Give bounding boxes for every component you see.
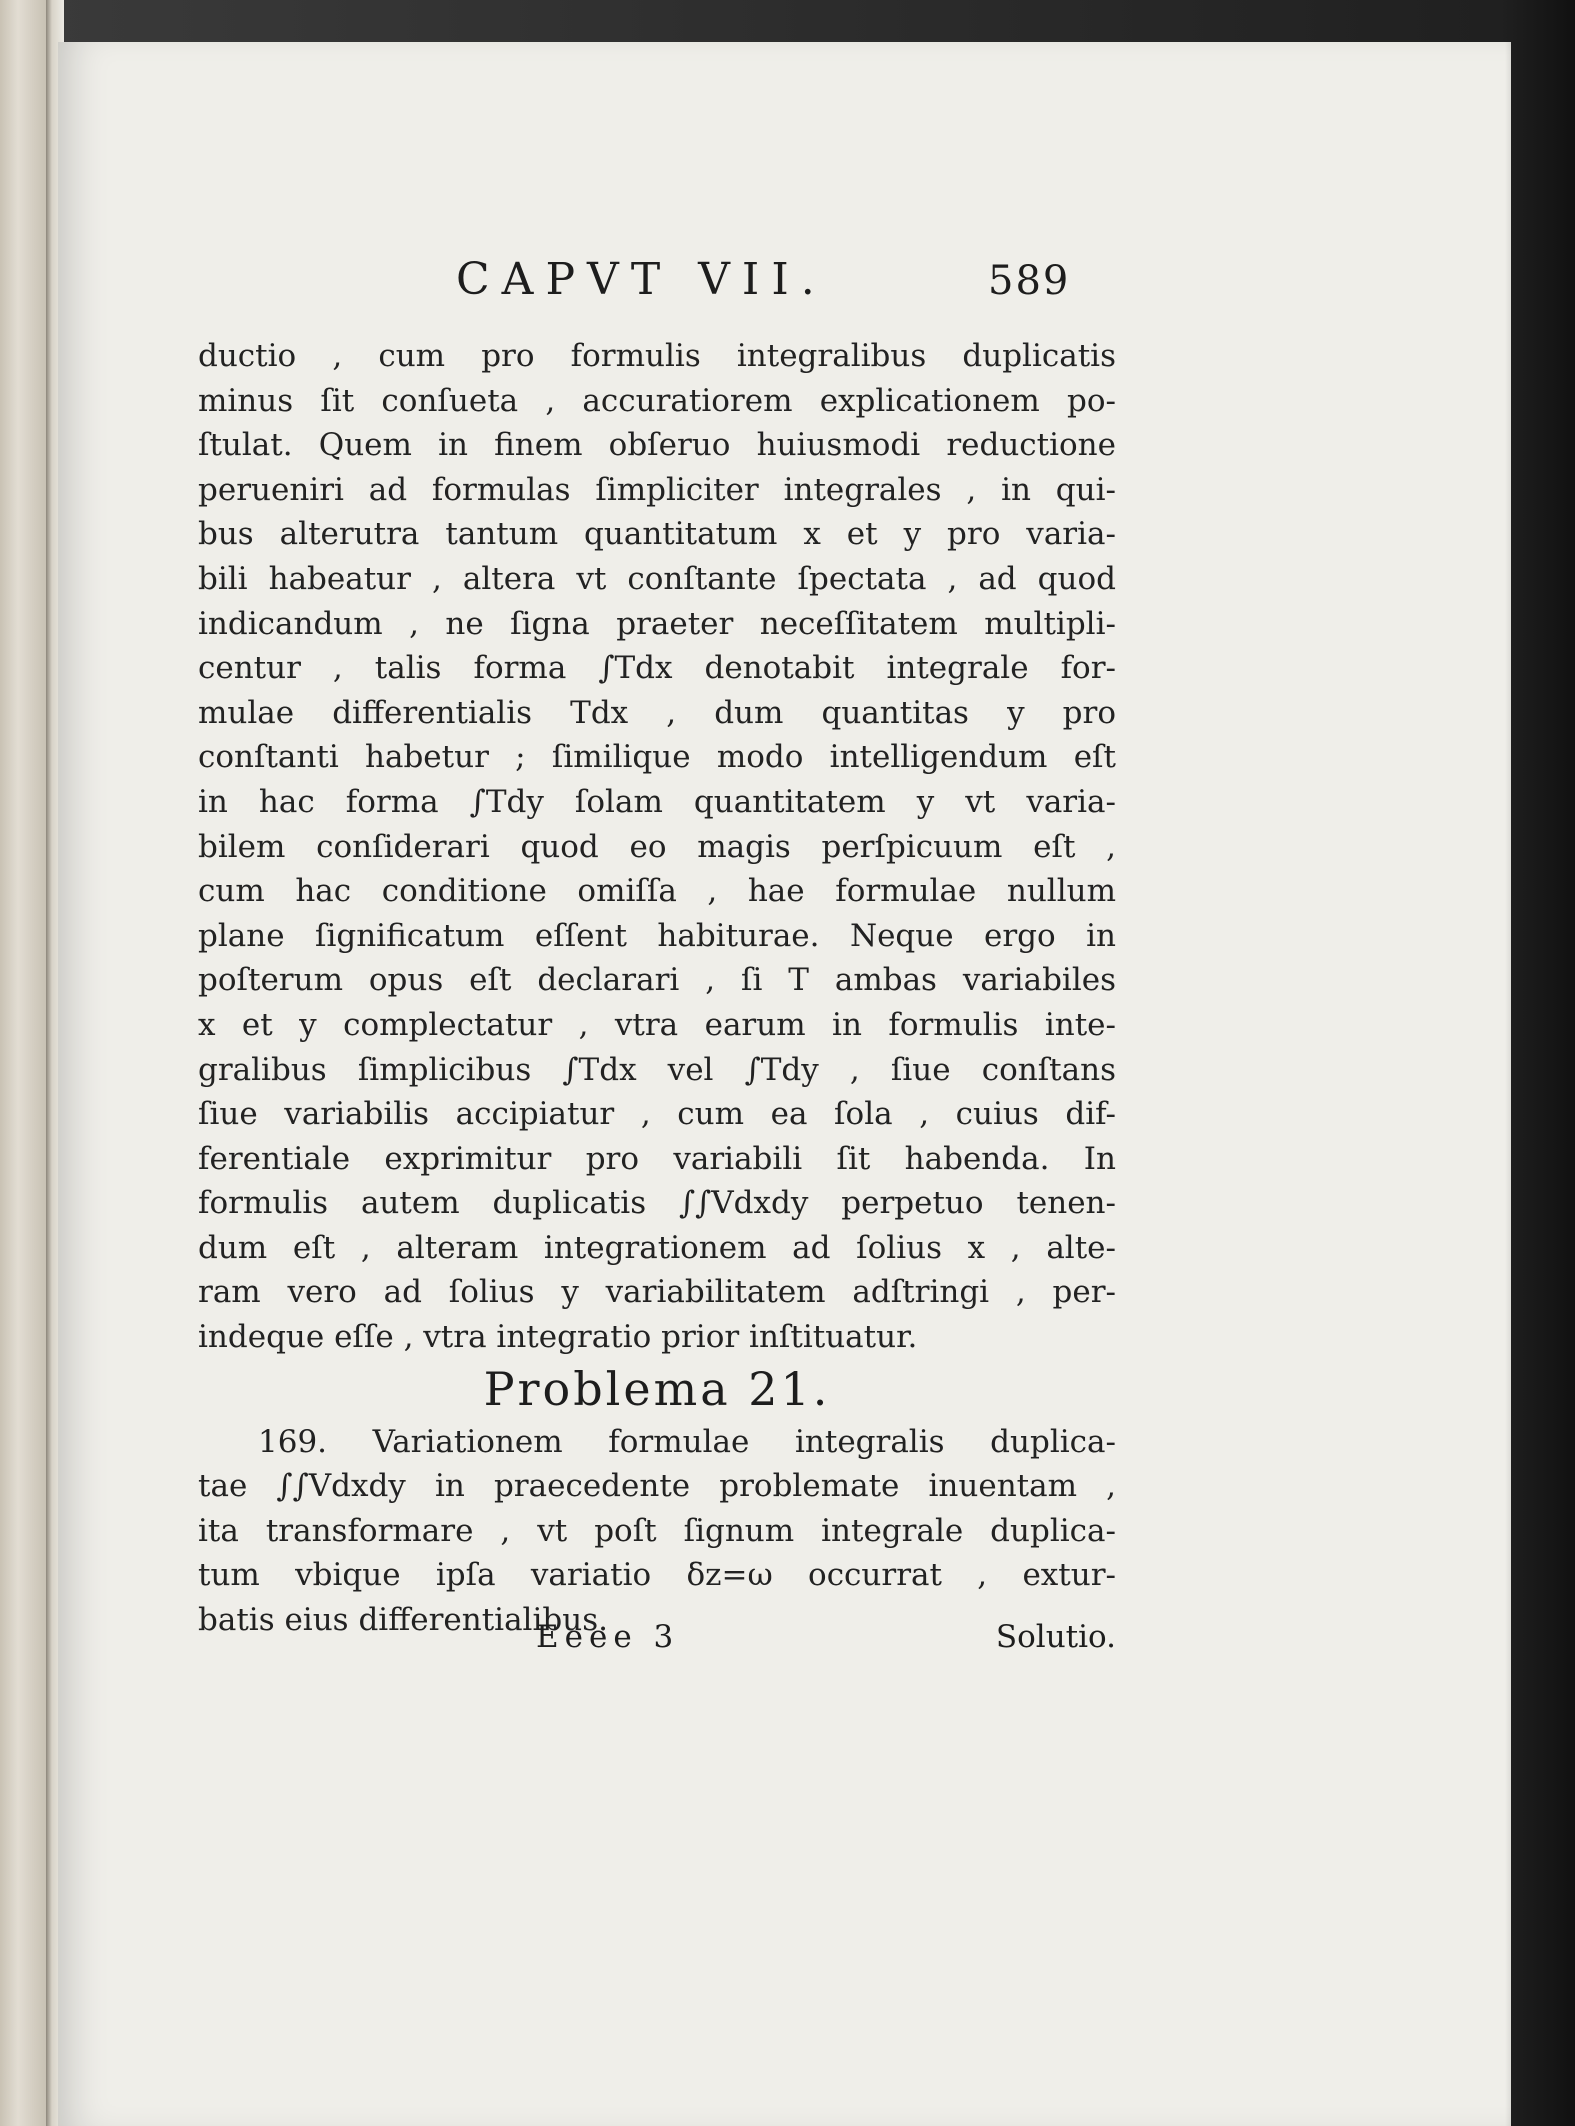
text-line: formulis autem duplicatis ∫∫Vdxdy perpetuo tenen- bbox=[198, 1185, 1116, 1222]
text-line: minus ſit conſueta , accuratiorem explicationem po- bbox=[198, 382, 1116, 419]
text-line: x et y complectatur , vtra earum in formulis inte- bbox=[198, 1006, 1116, 1043]
text-line: ſtulat. Quem in finem obſeruo huiusmodi reductione bbox=[198, 427, 1116, 464]
text-line: dum eſt , alteram integrationem ad ſolius x , alte- bbox=[198, 1229, 1116, 1266]
problem-line: tum vbique ipſa variatio δz=ω occurrat , extur- bbox=[198, 1557, 1116, 1594]
signature-mark: Eeee 3 bbox=[536, 1619, 680, 1655]
text-line: ſiue variabilis accipiatur , cum ea ſola , cuius dif- bbox=[198, 1096, 1116, 1133]
problem-line: 169. Variationem formulae integralis duplica- bbox=[258, 1423, 1116, 1460]
text-line: bus alterutra tantum quantitatum x et y pro varia- bbox=[198, 516, 1116, 553]
text-line: gralibus ſimplicibus ∫Tdx vel ∫Tdy , ſiue conſtans bbox=[198, 1051, 1116, 1088]
text-line: mulae differentialis Tdx , dum quantitas y pro bbox=[198, 694, 1116, 731]
text-line: ferentiale exprimitur pro variabili ſit habenda. In bbox=[198, 1140, 1116, 1177]
problem-line: tae ∫∫Vdxdy in praecedente problemate inuentam , bbox=[198, 1468, 1116, 1505]
text-line: indicandum , ne ſigna praeter neceſſitatem multipli- bbox=[198, 605, 1116, 642]
page-edge-shadow bbox=[1505, 42, 1511, 2126]
page-number: 589 bbox=[988, 258, 1071, 304]
text-line: perueniri ad formulas ſimpliciter integrales , in qui- bbox=[198, 471, 1116, 508]
problem-line: batis eius differentialibus. bbox=[198, 1602, 608, 1639]
text-line: poſterum opus eſt declarari , ſi T ambas variabiles bbox=[198, 962, 1116, 999]
page-footer bbox=[198, 1619, 1116, 1667]
running-head bbox=[58, 254, 1511, 324]
text-line: indeque eſſe , vtra integratio prior inſtituatur. bbox=[198, 1319, 918, 1356]
book-page bbox=[58, 42, 1511, 2126]
problem-line: ita transformare , vt poſt ſignum integrale duplica- bbox=[198, 1512, 1116, 1549]
catchword: Solutio. bbox=[995, 1619, 1116, 1655]
text-line: conſtanti habetur ; ſimilique modo intelligendum eſt bbox=[198, 739, 1116, 776]
body-text bbox=[198, 334, 1116, 1643]
text-line: ram vero ad ſolius y variabilitatem adſtringi , per- bbox=[198, 1274, 1116, 1311]
text-line: bilem conſiderari quod eo magis perſpicuum eſt , bbox=[198, 828, 1116, 865]
text-line: centur , talis forma ∫Tdx denotabit integrale for- bbox=[198, 650, 1116, 687]
text-line: plane ſignificatum eſſent habiturae. Neque ergo in bbox=[198, 917, 1116, 954]
text-line: ductio , cum pro formulis integralibus duplicatis bbox=[198, 338, 1116, 374]
problem-heading: Problema 21. bbox=[483, 1361, 831, 1416]
text-line: bili habeatur , altera vt conſtante ſpectata , ad quod bbox=[198, 560, 1116, 597]
text-line: cum hac conditione omiſſa , hae formulae nullum bbox=[198, 873, 1116, 910]
text-line: in hac forma ∫Tdy ſolam quantitatem y vt varia- bbox=[198, 783, 1116, 820]
chapter-title: CAPVT VII. bbox=[456, 254, 827, 305]
